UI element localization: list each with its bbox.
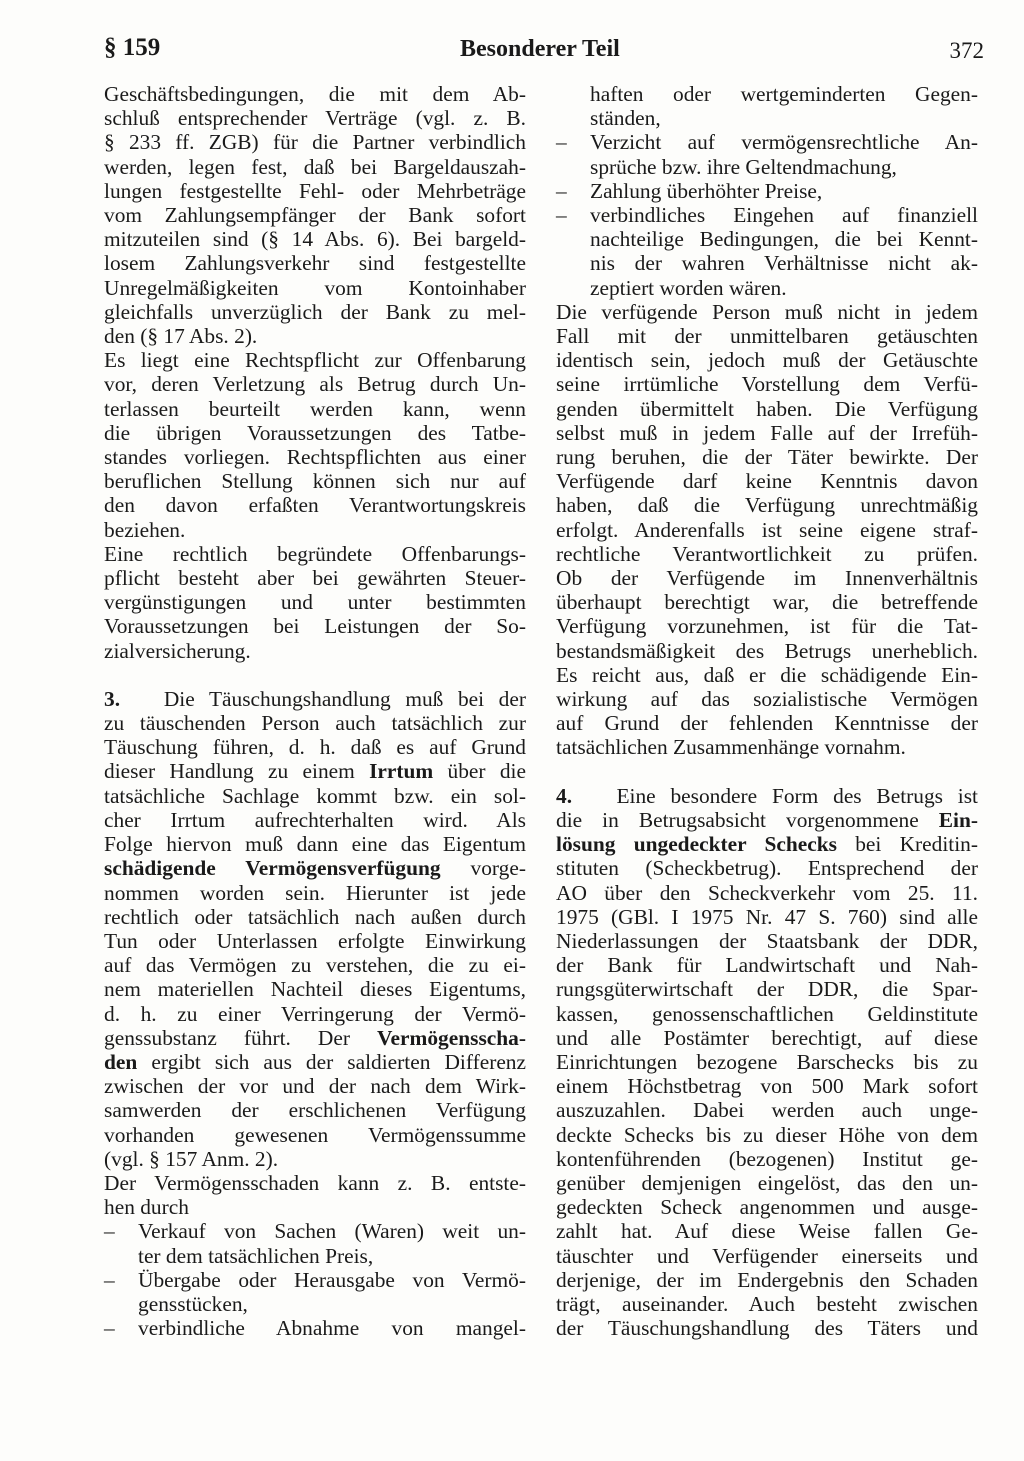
- list-item: [556, 203, 978, 300]
- text-line: lösung ungedeckter Schecks bei Kreditin-: [556, 832, 978, 857]
- dash-bullet: –: [556, 130, 567, 155]
- text-line: verbindliches Eingehen auf finanziell: [590, 203, 978, 228]
- list-item: [104, 1268, 526, 1316]
- text-line: wirkung auf das sozialistische Vermögen: [556, 687, 978, 712]
- text-line: Unregelmäßigkeiten vom Kontoinhaber: [104, 275, 526, 300]
- text-line: nachteilige Bedingungen, die bei Kennt-: [590, 227, 978, 252]
- text-line: Die verfügende Person muß nicht in jedem: [556, 299, 978, 324]
- damage-list: [104, 1219, 526, 1340]
- text-line: haften oder wertgeminderten Gegen-: [590, 82, 978, 106]
- text-line: ständen,: [590, 106, 661, 131]
- text-line: rungsgüterwirtschaft der DDR, die Spar-: [556, 977, 978, 1002]
- section-3-paragraph: [104, 687, 526, 1171]
- text-line: gensstücken,: [138, 1291, 248, 1316]
- left-column: [104, 82, 526, 1340]
- section-number: § 159: [104, 34, 161, 61]
- text-line: genssubstanz führt. Der Vermögensscha-: [104, 1025, 526, 1050]
- right-column: [556, 82, 978, 1340]
- text-line: haben, daß die Verfügung unrechtmäßig: [556, 493, 978, 518]
- text-line: zialversicherung.: [104, 638, 251, 663]
- text-line: erfolgt. Anderenfalls ist seine eigene straf-: [556, 517, 978, 542]
- section-4-paragraph: [556, 784, 978, 1341]
- text-line: Übergabe oder Herausgabe von Vermö-: [138, 1267, 526, 1292]
- text-line: nem materiellen Nachteil dieses Eigentums,: [104, 977, 526, 1002]
- text-line: auszuzahlen. Dabei werden auch unge-: [556, 1098, 978, 1123]
- page-number: 372: [949, 38, 984, 63]
- text-line: AO über den Scheckverkehr vom 25. 11.: [556, 880, 978, 905]
- term-ungedeckte-schecks: lösung ungedeckter Schecks: [556, 832, 837, 857]
- text-line: zu täuschenden Person auch tatsächlich zur: [104, 711, 526, 736]
- text-line: Verzicht auf vermögensrechtliche An-: [590, 130, 978, 155]
- text-line: vor, deren Verletzung als Betrug durch Un-: [104, 372, 526, 397]
- text-line: schluß entsprechender Verträge (vgl. z. B.: [104, 106, 526, 131]
- paragraph-damage-causes: [104, 1171, 526, 1219]
- text-line: Der Vermögensschaden kann z. B. entste-: [104, 1170, 526, 1195]
- text-line: nis der wahren Verhältnisse nicht ak-: [590, 251, 978, 276]
- text-line: Es liegt eine Rechtspflicht zur Offenbarung: [104, 348, 526, 373]
- text-line: Verkauf von Sachen (Waren) weit un-: [138, 1219, 526, 1244]
- text-line: 3. Die Täuschungshandlung muß bei der: [104, 686, 526, 711]
- text-line: werden, legen fest, daß bei Bargeldauszah-: [104, 154, 526, 179]
- text-line: auf das Vermögen zu verstehen, die zu ei-: [104, 953, 526, 978]
- text-line: standes vorliegen. Rechtspflichten aus einer: [104, 445, 526, 470]
- text-line: Verfügende darf keine Kenntnis davon: [556, 469, 978, 494]
- term-vermoegensverfuegung: schädigende Vermögensverfügung: [104, 856, 441, 881]
- text-line: genüber demjenigen eingelöst, das den un-: [556, 1170, 978, 1195]
- list-item: [556, 130, 978, 178]
- text-line: Geschäftsbedingungen, die mit dem Ab-: [104, 82, 526, 106]
- section-3-number: 3.: [104, 686, 121, 711]
- text-line: tatsächlichen Zusammenhänge vornahm.: [556, 735, 906, 760]
- dash-bullet: –: [556, 203, 567, 228]
- paragraph-disclosure-duty: [104, 348, 526, 542]
- text-line: genden übermittelt haben. Die Verfügung: [556, 396, 978, 421]
- text-line: Einrichtungen bezogene Barschecks bis zu: [556, 1049, 978, 1074]
- text-line: d. h. zu einer Verringerung der Vermö-: [104, 1001, 526, 1026]
- text-line: sprüche bzw. ihre Geltendmachung,: [590, 154, 897, 179]
- dash-bullet: –: [104, 1267, 115, 1292]
- text-line: Voraussetzungen bei Leistungen der So-: [104, 614, 526, 639]
- text-line: stituten (Scheckbetrug). Entsprechend der: [556, 856, 978, 881]
- text-line: kassen, genossenschaftlichen Geldinstitute: [556, 1001, 978, 1026]
- text-line: Verfügung vorzunehmen, ist für die Tat-: [556, 614, 978, 639]
- text-line: lungen festgestellte Fehl- oder Mehrbeträge: [104, 178, 526, 203]
- text-line: schädigende Vermögensverfügung vorge-: [104, 856, 526, 881]
- list-item: [556, 179, 978, 203]
- term-einloesung: Ein-: [938, 807, 978, 832]
- text-line: ter dem tatsächlichen Preis,: [138, 1243, 374, 1268]
- text-line: zahlt hat. Auf diese Weise fallen Ge-: [556, 1219, 978, 1244]
- text-line: die in Betrugsabsicht vorgenommene Ein-: [556, 807, 978, 832]
- paragraph-business-terms: [104, 82, 526, 348]
- paragraph-gap: [104, 663, 526, 687]
- text-line: § 233 ff. ZGB) für die Partner verbindlich: [104, 130, 526, 155]
- text-line: selbst muß in jedem Falle auf der Irrefüh-: [556, 420, 978, 445]
- text-line: deckte Schecks bis zu dieser Höhe von dem: [556, 1122, 978, 1147]
- text-line: vorhanden gewesenen Vermögenssumme: [104, 1122, 526, 1147]
- text-line: (vgl. § 157 Anm. 2).: [104, 1146, 279, 1171]
- text-line: losem Zahlungsverkehr sind festgestellte: [104, 251, 526, 276]
- text-line: 1975 (GBl. I 1975 Nr. 47 S. 760) sind alle: [556, 904, 978, 929]
- text-line: die übrigen Voraussetzungen des Tatbe-: [104, 420, 526, 445]
- dash-bullet: –: [104, 1316, 115, 1341]
- text-line: hen durch: [104, 1195, 189, 1220]
- text-line: derjenige, der im Endergebnis den Schaden: [556, 1267, 978, 1292]
- damage-list-continued: [556, 82, 978, 300]
- text-line: vom Zahlungsempfänger der Bank sofort: [104, 203, 526, 228]
- page-header: [104, 34, 984, 74]
- text-line: Niederlassungen der Staatsbank der DDR,: [556, 928, 978, 953]
- text-line: den (§ 17 Abs. 2).: [104, 324, 258, 349]
- text-line: pflicht besteht aber bei gewährten Steuer-: [104, 566, 526, 591]
- text-line: trägt, auseinander. Auch besteht zwischen: [556, 1291, 978, 1316]
- term-irrtum: Irrtum: [369, 759, 434, 784]
- text-line: mitzuteilen sind (§ 14 Abs. 6). Bei bargeld-: [104, 227, 526, 252]
- text-line: samwerden der erschlichenen Verfügung: [104, 1098, 526, 1123]
- text-line: dieser Handlung zu einem Irrtum über die: [104, 759, 526, 784]
- text-line: beziehen.: [104, 517, 186, 542]
- text-line: gleichfalls unverzüglich der Bank zu mel-: [104, 299, 526, 324]
- text-line: rechtliche Verantwortlichkeit zu prüfen.: [556, 541, 978, 566]
- paragraph-legal-disclosure: [104, 542, 526, 663]
- text-line: der Bank für Landwirtschaft und Nah-: [556, 953, 978, 978]
- text-line: Ob der Verfügende im Innenverhältnis: [556, 566, 978, 591]
- term-vermoegensschaden: Vermögensscha-: [377, 1025, 526, 1050]
- text-line: beruflichen Stellung können sich nur auf: [104, 469, 526, 494]
- text-line: täuschter und Verfügender einerseits und: [556, 1243, 978, 1268]
- text-line: Eine rechtlich begründete Offenbarungs-: [104, 541, 526, 566]
- text-line: einem Höchstbetrag von 500 Mark sofort: [556, 1074, 978, 1099]
- text-line: auf Grund der fehlenden Kenntnisse der: [556, 711, 978, 736]
- text-line: verbindliche Abnahme von mangel-: [138, 1316, 526, 1341]
- text-line: bestandsmäßigkeit des Betrugs unerheblich.: [556, 638, 978, 663]
- text-line: 4. Eine besondere Form des Betrugs ist: [556, 783, 978, 808]
- text-line: Folge hiervon muß dann eine das Eigentum: [104, 832, 526, 857]
- text-line: gedeckten Scheck angenommen und ausge-: [556, 1195, 978, 1220]
- text-line: tatsächliche Sachlage kommt bzw. ein sol-: [104, 783, 526, 808]
- text-line: rung beruhen, die der Täter bewirkte. Der: [556, 445, 978, 470]
- paragraph-gap: [556, 760, 978, 784]
- list-item: [104, 1219, 526, 1267]
- text-line: überhaupt berechtigt war, die betreffende: [556, 590, 978, 615]
- text-line: Tun oder Unterlassen erfolgte Einwirkung: [104, 928, 526, 953]
- text-line: nommen worden sein. Hierunter ist jede: [104, 880, 526, 905]
- text-line: der Täuschungshandlung des Täters und: [556, 1316, 978, 1341]
- paragraph-disposing-person: [556, 300, 978, 760]
- text-line: vergünstigungen und unter bestimmten: [104, 590, 526, 615]
- text-line: und alle Postämter berechtigt, auf diese: [556, 1025, 978, 1050]
- dash-bullet: –: [104, 1219, 115, 1244]
- dash-bullet: –: [556, 178, 567, 203]
- text-line: Es reicht aus, daß er die schädigende Ein-: [556, 662, 978, 687]
- text-line: Zahlung überhöhter Preise,: [590, 178, 823, 203]
- text-line: identisch sein, jedoch muß der Getäuschte: [556, 348, 978, 373]
- text-line: zeptiert worden wären.: [590, 275, 787, 300]
- list-item: [104, 1316, 526, 1340]
- term-vermoegensschaden-cont: den: [104, 1049, 138, 1074]
- page-title: Besonderer Teil: [460, 36, 620, 62]
- text-line: rechtlich oder tatsächlich nach außen durch: [104, 904, 526, 929]
- text-line: cher Irrtum aufrechterhalten wird. Als: [104, 807, 526, 832]
- text-line: kontenführenden (bezogenen) Institut ge-: [556, 1146, 978, 1171]
- text-line: Täuschung führen, d. h. daß es auf Grund: [104, 735, 526, 760]
- text-line: Fall mit der unmittelbaren getäuschten: [556, 324, 978, 349]
- section-4-number: 4.: [556, 783, 573, 808]
- text-line: zwischen der vor und der nach dem Wirk-: [104, 1074, 526, 1099]
- text-line: seine irrtümliche Vorstellung dem Verfü-: [556, 372, 978, 397]
- text-line: terlassen beurteilt werden kann, wenn: [104, 396, 526, 421]
- text-line: den davon erfaßten Verantwortungskreis: [104, 493, 526, 518]
- text-line: den ergibt sich aus der saldierten Differenz: [104, 1049, 526, 1074]
